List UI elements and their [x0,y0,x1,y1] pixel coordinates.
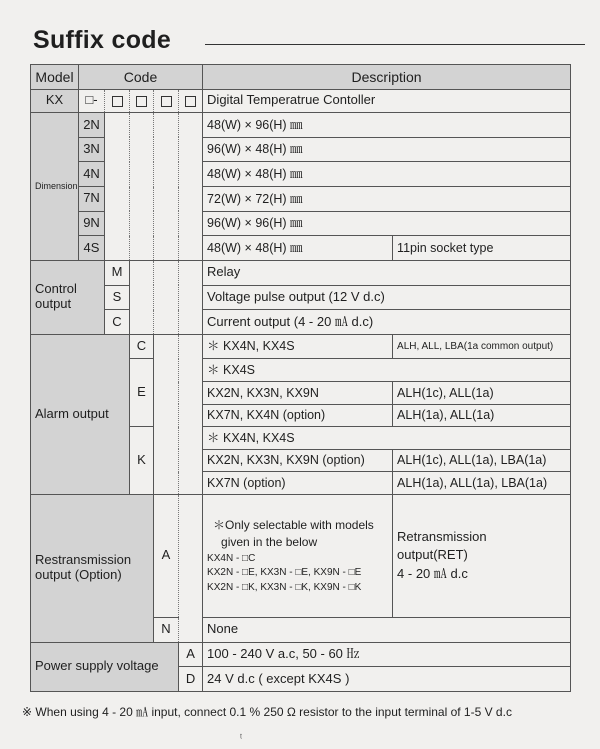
code-box-4 [154,89,179,113]
dim-desc-3n: 96(W) × 48(H) ㎜ [203,137,571,162]
suffix-code-table [30,64,571,692]
dim-desc-4s: 48(W) × 48(H) ㎜ [203,236,393,261]
control-output-label: Control output [31,260,105,334]
alarm-code-c: C [130,334,154,359]
retransmission-label: Restransmission output (Option) [31,494,154,642]
alarm-code-k: K [130,427,154,495]
alarm-e-desc-2: KX7N, KX4N (option) [203,404,393,427]
footnote: ※ When using 4 - 20 ㎃ input, connect 0.1 % 250 Ω resistor to the input terminal of 1-5 V d.c [22,705,512,719]
dim-code-4s: 4S [79,236,105,261]
dimension-label: Dimension [31,113,79,261]
header-model: Model [31,65,79,90]
retrans-a-desc [203,494,393,617]
ctrl-desc-m: Relay [203,260,571,285]
alarm-e-extra-1: ALH(1c), ALL(1a) [393,382,571,405]
ctrl-code-c: C [105,310,130,335]
retrans-a-note2: given in the below [221,535,318,550]
retrans-a-extra [393,494,571,617]
dim-extra-4s: 11pin socket type [393,236,571,261]
model-kx: KX [31,89,79,113]
alarm-k-extra-1: ALH(1c), ALL(1a), LBA(1a) [393,449,571,472]
alarm-output-label: Alarm output [31,334,130,494]
retrans-a-line1: KX4N - □C [207,552,256,564]
alarm-k-desc-2: KX7N (option) [203,472,393,495]
page-mark: ᵗ [240,733,243,744]
code-box-1: □- [79,89,105,113]
dim-desc-4n: 48(W) × 48(H) ㎜ [203,162,571,187]
retrans-a-extra2: output(RET) [397,547,468,563]
dim-desc-2n: 48(W) × 96(H) ㎜ [203,113,571,138]
retrans-n-desc: None [203,617,571,642]
page-title: Suffix code [33,26,172,54]
retrans-a-note1: ＊Only selectable with models [213,517,374,532]
retrans-a-line2: KX2N - □E, KX3N - □E, KX9N - □E [207,567,362,579]
code-box-3 [130,89,154,113]
dim-code-4n: 4N [79,162,105,187]
dim-code-2n: 2N [79,113,105,138]
title-rule [205,44,585,45]
retrans-a-extra1: Retransmission [397,528,487,544]
retrans-code-n: N [154,617,179,642]
retrans-code-a: A [154,494,179,617]
retrans-a-line3: KX2N - □K, KX3N - □K, KX9N - □K [207,581,362,593]
alarm-k-extra-2: ALH(1a), ALL(1a), LBA(1a) [393,472,571,495]
alarm-k-note: ＊ KX4N, KX4S [203,427,571,450]
power-code-a: A [179,642,203,667]
code-box-2 [105,89,130,113]
alarm-code-e: E [130,359,154,427]
dim-code-7n: 7N [79,187,105,212]
kx-description: Digital Temperatrue Contoller [203,89,571,113]
dim-desc-9n: 96(W) × 96(H) ㎜ [203,211,571,236]
alarm-e-extra-2: ALH(1a), ALL(1a) [393,404,571,427]
code-box-5 [179,89,203,113]
dim-code-3n: 3N [79,137,105,162]
power-desc-a: 100 - 240 V a.c, 50 - 60 ㎐ [203,642,571,667]
ctrl-code-s: S [105,285,130,310]
alarm-k-desc-1: KX2N, KX3N, KX9N (option) [203,449,393,472]
dim-code-9n: 9N [79,211,105,236]
dim-desc-7n: 72(W) × 72(H) ㎜ [203,187,571,212]
ctrl-code-m: M [105,260,130,285]
retrans-a-extra3: 4 - 20 ㎃ d.c [397,566,468,582]
alarm-e-note: ＊ KX4S [203,359,571,382]
ctrl-desc-s: Voltage pulse output (12 V d.c) [203,285,571,310]
power-desc-d: 24 V d.c ( except KX4S ) [203,667,571,692]
power-code-d: D [179,667,203,692]
header-code: Code [79,65,203,90]
alarm-c-desc: ＊ KX4N, KX4S [203,334,393,359]
power-supply-label: Power supply voltage [31,642,179,691]
alarm-e-desc-1: KX2N, KX3N, KX9N [203,382,393,405]
ctrl-desc-c: Current output (4 - 20 ㎃ d.c) [203,310,571,335]
alarm-c-extra: ALH, ALL, LBA(1a common output) [393,334,571,359]
header-description: Description [203,65,571,90]
